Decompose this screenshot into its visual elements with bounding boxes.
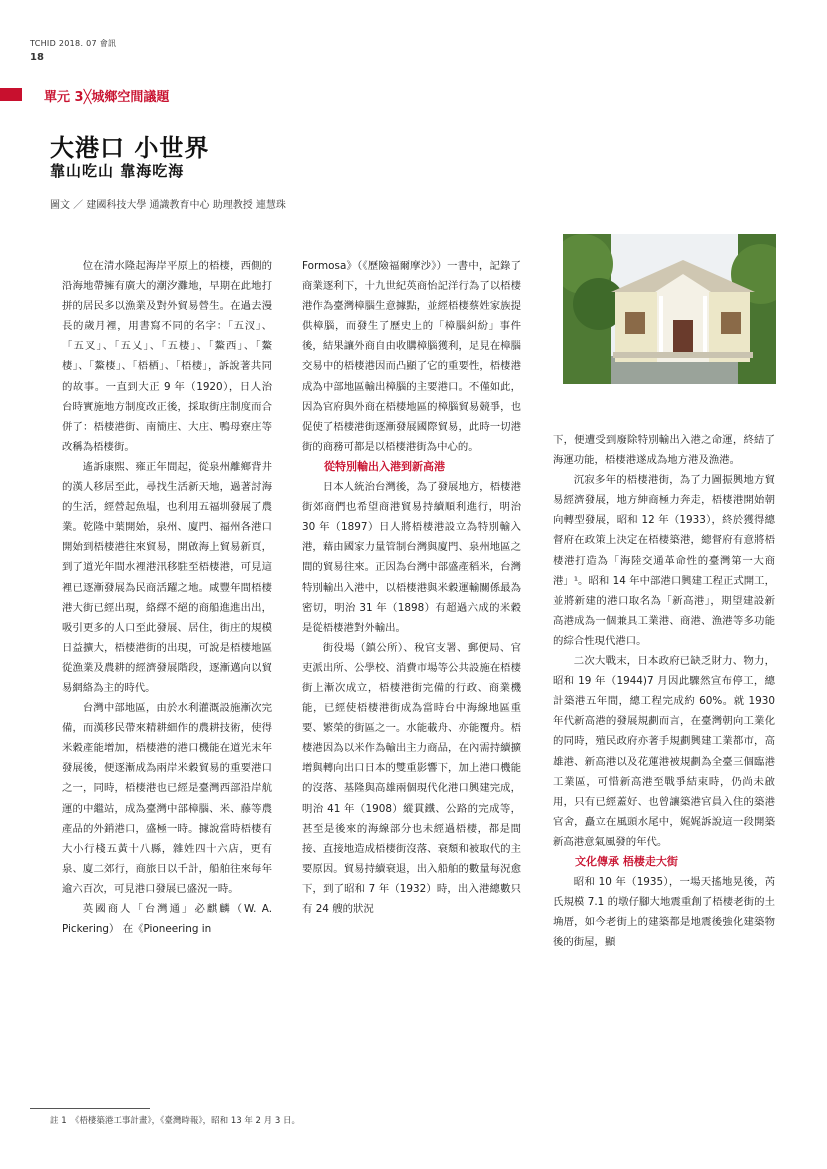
column-2 xyxy=(302,256,521,919)
paragraph: 遙訴康熙、雍正年間起，從泉州離鄉背井的漢人移居至此，尋找生活新天地，過著討海的生活，經營起魚塭，也利用五福圳發展了農業。乾隆中葉開始，泉州、廈門、福州各港口開始到梧棲港往來貿易，開啟海上貿易新頁，到了道光年間水裡港汛移駐至梧棲港，可見這裡已逐漸發展為民商活躍之地。咸豐年間梧棲港大街已經出現，絡繹不絕的商船進進出出，吸引更多的人口至此發展、居住，街庄的規模日益擴大，梧棲港街的出現，可說是梧棲地區從漁業及農耕的經濟發展階段，逐漸邁向以貿易網絡為主的時代。 xyxy=(62,460,272,694)
page-number: 18 xyxy=(30,52,44,63)
paragraph: 二次大戰末，日本政府已缺乏財力、物力，昭和 19 年（1944)7 月因此驟然宣布停工，總計築港五年間，總工程完成約 60%。就 1930 年代新高港的發展規劃而言，在臺灣朝向工業化的同時，殖民政府亦著手規劃興建工業都市，高雄港、新高港以及花蓮港被規劃為全臺三個臨港工業區，可惜新高港至戰爭結束時，仍尚未啟用，只有已經蓋好、也曾讓築港官員入住的築港官舍，矗立在風頭水尾中，娓娓訴說這一段開築新高港意氣風發的年代。 xyxy=(553,655,775,848)
paragraph: 下，便遭受到廢除特別輸出入港之命運，終結了海運功能，梧棲港遂成為地方港及漁港。 xyxy=(553,434,775,467)
byline: 圖文 ／ 建國科技大學 通識教育中心 助理教授 連慧珠 xyxy=(50,200,286,211)
paragraph: Formosa》（《歷險福爾摩沙》）一書中，記錄了商業逐利下，十九世紀英商怡記洋行為了以梧棲港作為臺灣樟腦生意據點，並經梧棲蔡姓家族提供樟腦，而發生了歷史上的「樟腦糾紛」事件後，結果讓外商自由收購樟腦獲利，足見在樟腦交易中的梧棲港因而凸顯了它的重要性，梧棲港成為中部地區輸出樟腦的主要港口。不僅如此，因為官府與外商在梧棲地區的樟腦貿易競爭，也促使了梧棲港街逐漸發展國際貿易，此時一切港街的商務可都是以梧棲港街為中心的。 xyxy=(302,260,521,453)
harbor-official-residence-photo xyxy=(563,234,776,384)
paragraph: 英國商人「台灣通」必麒麟（W. A. Pickering） 在《Pioneering in xyxy=(62,903,272,936)
paragraph: 街役場（鎮公所）、稅官支署、郵便局、官吏派出所、公學校、消費市場等公共設施在梧棲街上漸次成立，梧棲港街完備的行政、商業機能，已經使梧棲港街成為當時台中海線地區重要、繁榮的街區之一。水能載舟、亦能覆舟。梧棲港因為以米作為輸出主力商品，在內需持續擴增與轉向出口日本的雙重影響下，加上港口機能的沒落、基隆與高雄兩個現代化港口興建完成，明治 41 年（1908）縱貫鐵、公路的完成等，甚至是後來的海線部分也未經過梧棲，都是間接、直接地造成梧棲街沒落、衰頹和被取代的主要原因。貿易持續衰退，出入船舶的數量每況愈下，到了昭和 7 年（1932）時，出入港總數只有 24 艘的狀況 xyxy=(302,641,521,915)
paragraph: 台灣中部地區，由於水利灌溉設施漸次完備，而漢移民帶來精耕細作的農耕技術，使得米穀產能增加，梧棲港的港口機能在道光末年發展後，便逐漸成為兩岸米穀貿易的重要港口之一，同時，梧棲港也已經是臺灣西部沿岸航運的中繼站，成為臺灣中部樟腦、米、藤等農產品的外銷港口，盛極一時。據說當時梧棲有大小行棧五黃十八縣，雜姓四十六店，更有泉、廈二郊行，商旅日以千計，船舶往來每年逾六百次，可見港口發展已盛況一時。 xyxy=(62,702,272,895)
section-heading-1: 從特別輸出入港到新高港 xyxy=(324,459,445,473)
unit-marker-bar xyxy=(0,88,22,101)
column-1 xyxy=(62,256,272,939)
paragraph: 昭和 10 年（1935），一場天搖地晃後，芮氏規模 7.1 的墩仔腳大地震重創了梧棲老街的土埆厝，如今老街上的建築都是地震後強化建築物後的街屋，顯 xyxy=(553,876,775,949)
paragraph: 沉寂多年的梧棲港街，為了力圖振興地方貿易經濟發展，地方紳商極力奔走，梧棲港開始朝向轉型發展，昭和 12 年（1933），終於獲得總督府在政策上決定在梧棲築港，總督府有意將梧棲港打造為「海陸交通革命性的臺灣第一大商港」¹。昭和 14 年中部港口興建工程正式開工，並將新建的港口取名為「新高港」，期望建設新高港成為一個兼具工業港、商港、漁港等多功能的綜合性現代港口。 xyxy=(553,474,775,647)
paragraph: 位在清水隆起海岸平原上的梧棲，西側的沿海地帶擁有廣大的潮汐灘地，早期在此地打拼的居民多以漁業及對外貿易營生。在過去漫長的歲月裡，用書寫不同的名字：「五汊」、「五叉」、「五乂」、「五棲」、「鰲西」、「鰲棲」、「鰲棲」、「梧栖」、「梧棲」，訴說著共同的故事。一直到大正 9 年（1920），日人治台時實施地方制度改正後，採取街庄制度而合併了：梧棲港街、南簡庄、大庄、鴨母寮庄等改稱為梧棲街。 xyxy=(62,260,272,453)
paragraph: 日本人統治台灣後，為了發展地方，梧棲港街郊商們也希望商港貿易持續順利進行，明治 30 年（1897）日人將梧棲港設立為特別輸入港，藉由國家力量管制台灣與廈門、泉州地區之間的貿易往來。正因為台灣中部盛產稻米，台灣特別輸出入港中，以梧棲港與米穀運輸關係最為密切，明治 31 年（1898）有超過六成的米穀是從梧棲港對外輸出。 xyxy=(302,481,521,634)
unit-label: 單元 3╳城鄉空間議題 xyxy=(44,90,170,105)
column-3 xyxy=(553,430,775,952)
article-subtitle: 靠山吃山 靠海吃海 xyxy=(50,162,185,180)
article-title: 大港口 小世界 xyxy=(50,134,210,162)
journal-header: TCHID 2018. 07 會訊 xyxy=(30,39,117,48)
footnote: 註 1 《梧棲築港工事計畫》，《臺灣時報》，昭和 13 年 2 月 3 日。 xyxy=(50,1116,300,1126)
footnote-divider xyxy=(30,1108,150,1109)
section-heading-2: 文化傳承 梧棲走大街 xyxy=(575,854,678,868)
